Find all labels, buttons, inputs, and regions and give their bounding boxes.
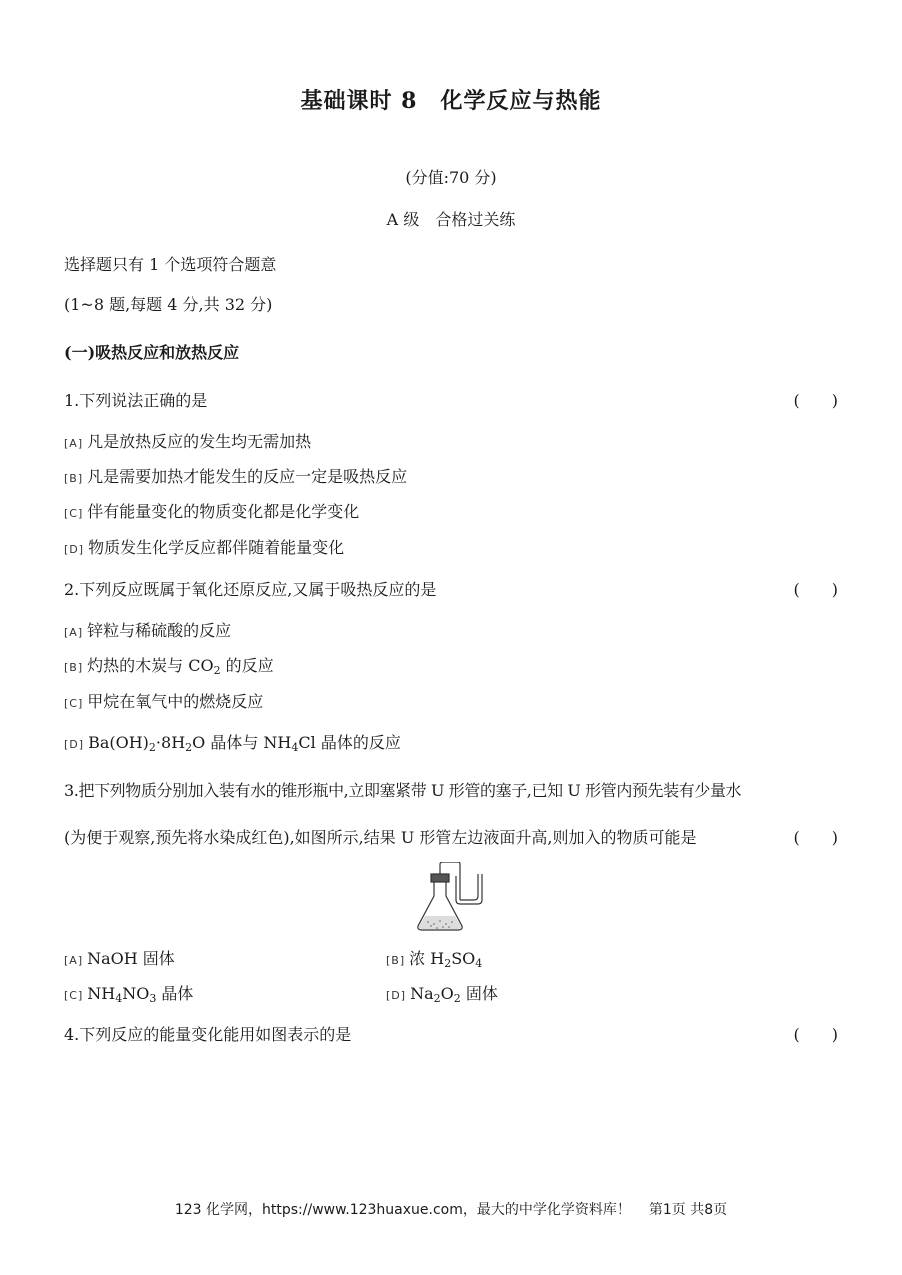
- footer-page-number: 第1页 共8页: [648, 1202, 728, 1218]
- page-title: 基础课时 8 化学反应与热能: [300, 88, 602, 114]
- level-heading: A 级 合格过关练: [386, 210, 516, 229]
- subscript: 2: [453, 992, 461, 1005]
- option-label: [D]: [64, 543, 85, 556]
- option-label: [C]: [64, 989, 84, 1002]
- instructions-line1: 选择题只有 1 个选项符合题意: [64, 255, 277, 274]
- question-3-option-b: [386, 946, 482, 970]
- question-2-answer-blank: ( ): [793, 580, 838, 599]
- option-text: 灼热的木炭与 CO: [87, 656, 214, 675]
- option-label: [B]: [64, 472, 84, 485]
- option-label: [B]: [386, 954, 406, 967]
- question-1-answer-blank: ( ): [793, 391, 838, 410]
- option-text: ·8H: [155, 733, 186, 752]
- option-text: NO: [122, 984, 150, 1003]
- question-3-option-d: [386, 981, 498, 1005]
- instructions-line2: (1~8 题,每题 4 分,共 32 分): [64, 295, 273, 314]
- option-text: 凡是放热反应的发生均无需加热: [87, 432, 312, 451]
- option-text: 的反应: [220, 656, 274, 675]
- question-3-stem-line1: 3.把下列物质分别加入装有水的锥形瓶中,立即塞紧带 U 形管的塞子,已知 U 形管内预先装有少量水: [64, 781, 742, 800]
- option-text: O: [440, 984, 454, 1003]
- question-1-option-b: [64, 464, 407, 487]
- option-text: 浓 H: [409, 949, 445, 968]
- question-3-stem-line2: (为便于观察,预先将水染成红色),如图所示,结果 U 形管左边液面升高,则加入的物质可能是: [64, 828, 697, 847]
- option-text: NaOH 固体: [87, 949, 175, 968]
- question-3-option-c: [64, 981, 193, 1005]
- option-label: [C]: [64, 507, 84, 520]
- page-footer: [0, 1199, 902, 1219]
- subscript: 4: [475, 957, 483, 970]
- score-note: (分值:70 分): [405, 168, 497, 187]
- subscript: 4: [115, 992, 123, 1005]
- subscript: 2: [185, 741, 193, 754]
- question-1-option-d: [64, 535, 344, 558]
- question-2-option-d: [64, 730, 401, 754]
- option-text: SO: [451, 949, 476, 968]
- option-text: 伴有能量变化的物质变化都是化学变化: [87, 502, 360, 521]
- question-2-option-a: [64, 618, 231, 641]
- subscript: 2: [444, 957, 452, 970]
- option-text: NH: [87, 984, 116, 1003]
- option-label: [D]: [386, 989, 407, 1002]
- subscript: 2: [433, 992, 441, 1005]
- question-3-option-a: [64, 946, 175, 969]
- option-text: 物质发生化学反应都伴随着能量变化: [88, 538, 345, 557]
- question-4-answer-blank: ( ): [793, 1025, 838, 1044]
- question-1-option-c: [64, 499, 359, 522]
- option-text: 锌粒与稀硫酸的反应: [87, 621, 232, 640]
- option-label: [B]: [64, 661, 84, 674]
- section-heading: (一)吸热反应和放热反应: [64, 343, 240, 362]
- option-label: [C]: [64, 697, 84, 710]
- option-text: Ba(OH): [88, 733, 149, 752]
- question-4-stem: 4.下列反应的能量变化能用如图表示的是: [64, 1025, 352, 1044]
- option-label: [D]: [64, 738, 85, 751]
- question-2-option-b: [64, 653, 274, 677]
- question-2-stem: 2.下列反应既属于氧化还原反应,又属于吸热反应的是: [64, 580, 437, 599]
- subscript: 2: [213, 664, 221, 677]
- question-1-stem: 1.下列说法正确的是: [64, 391, 208, 410]
- option-label: [A]: [64, 437, 84, 450]
- subscript: 3: [149, 992, 157, 1005]
- option-text: Cl 晶体的反应: [298, 733, 401, 752]
- question-3-answer-blank: ( ): [793, 828, 838, 847]
- option-text: 晶体: [156, 984, 194, 1003]
- subscript: 2: [148, 741, 156, 754]
- option-label: [A]: [64, 626, 84, 639]
- option-text: Na: [410, 984, 434, 1003]
- option-label: [A]: [64, 954, 84, 967]
- subscript: 4: [291, 741, 299, 754]
- question-1-option-a: [64, 429, 311, 452]
- option-text: 甲烷在氧气中的燃烧反应: [87, 692, 264, 711]
- question-2-option-c: [64, 689, 263, 712]
- option-text: O 晶体与 NH: [192, 733, 292, 752]
- option-text: 凡是需要加热才能发生的反应一定是吸热反应: [87, 467, 408, 486]
- flask-u-tube-figure: [412, 862, 492, 934]
- footer-site: 123 化学网，https://www.123huaxue.com，最大的中学化学资料库！: [174, 1202, 631, 1218]
- option-text: 固体: [460, 984, 498, 1003]
